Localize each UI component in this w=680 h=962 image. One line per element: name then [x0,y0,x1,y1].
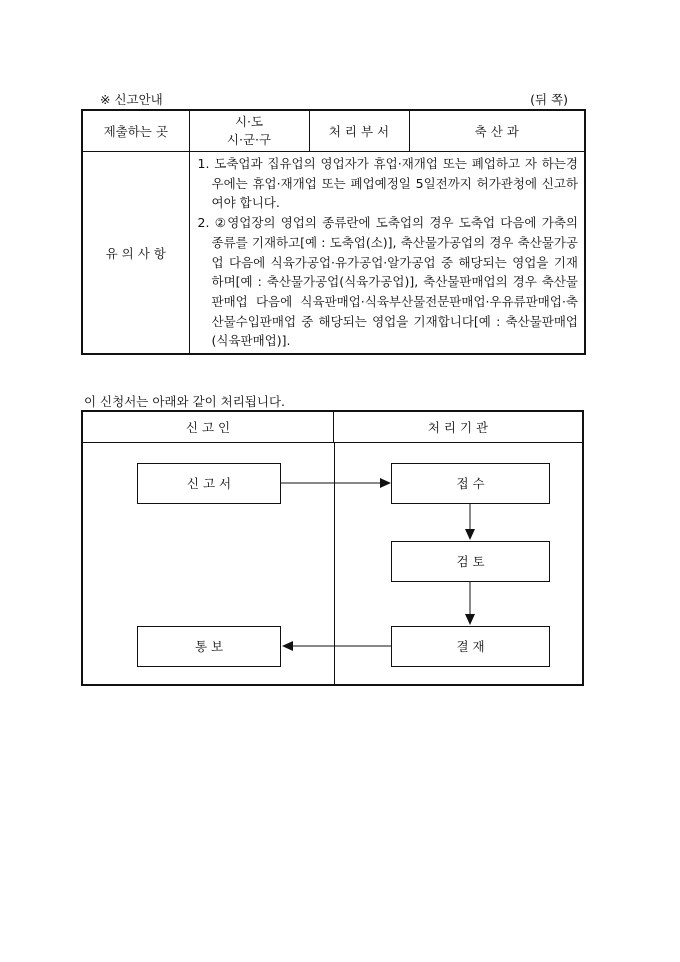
page-side-label: (뒤 쪽) [530,92,568,107]
note-item: 1. 도축업과 집유업의 영업자가 휴업·재개업 또는 폐업하고 자 하는경우에는 휴업·재개업 또는 폐업예정일 5일전까지 허가관청에 신고하여야 합니다. [197,156,578,211]
arrow-head-icon [465,614,475,625]
process-caption: 이 신청서는 아래와 같이 처리됩니다. [84,394,285,409]
dept-label: 처 리 부 서 [309,110,409,152]
process-flowchart [81,410,584,686]
arrow-head-icon [380,478,391,488]
arrow-head-icon [282,641,293,651]
notes-label: 유 의 사 항 [82,152,189,355]
note-item: 2. ②영업장의 영업의 종류란에 도축업의 경우 도축업 다음에 가축의 종류를 기재하고[예 : 도축업(소)], 축산물가공업의 경우 축산물가공업 다음에 식육가공업·유가공업·알가공업 중 해당되는 영업을 기재하며[예 : 축산물가공업(식육가공업)], 축산물판매업의 경우 축산물판매업 다음에 식육판매업·식육부산물전문판매업·우유류판매업·축산물수입판매업 중 해당되는 영업을 기재합니다[예 : 축산물판매업(식육판매업)]. [197,215,578,349]
step-notify: 통 보 [137,626,281,667]
step-review: 검 토 [391,541,550,582]
submit-place-value [189,110,309,152]
submit-place-line2: 시·군·구 [226,132,272,147]
guide-table [81,109,586,355]
agency-header: 처 리 기 관 [334,412,582,443]
step-approve: 결 재 [391,626,550,667]
submit-place-label: 제출하는 곳 [82,110,189,152]
notes-content [189,152,585,355]
step-report: 신 고 서 [137,463,281,504]
applicant-header: 신 고 인 [83,412,334,443]
step-receive: 접 수 [391,463,550,504]
dept-value: 축 산 과 [409,110,585,152]
submit-place-line1: 시·도 [234,114,264,129]
guide-title: ※ 신고안내 [100,92,163,107]
arrow-head-icon [465,529,475,540]
